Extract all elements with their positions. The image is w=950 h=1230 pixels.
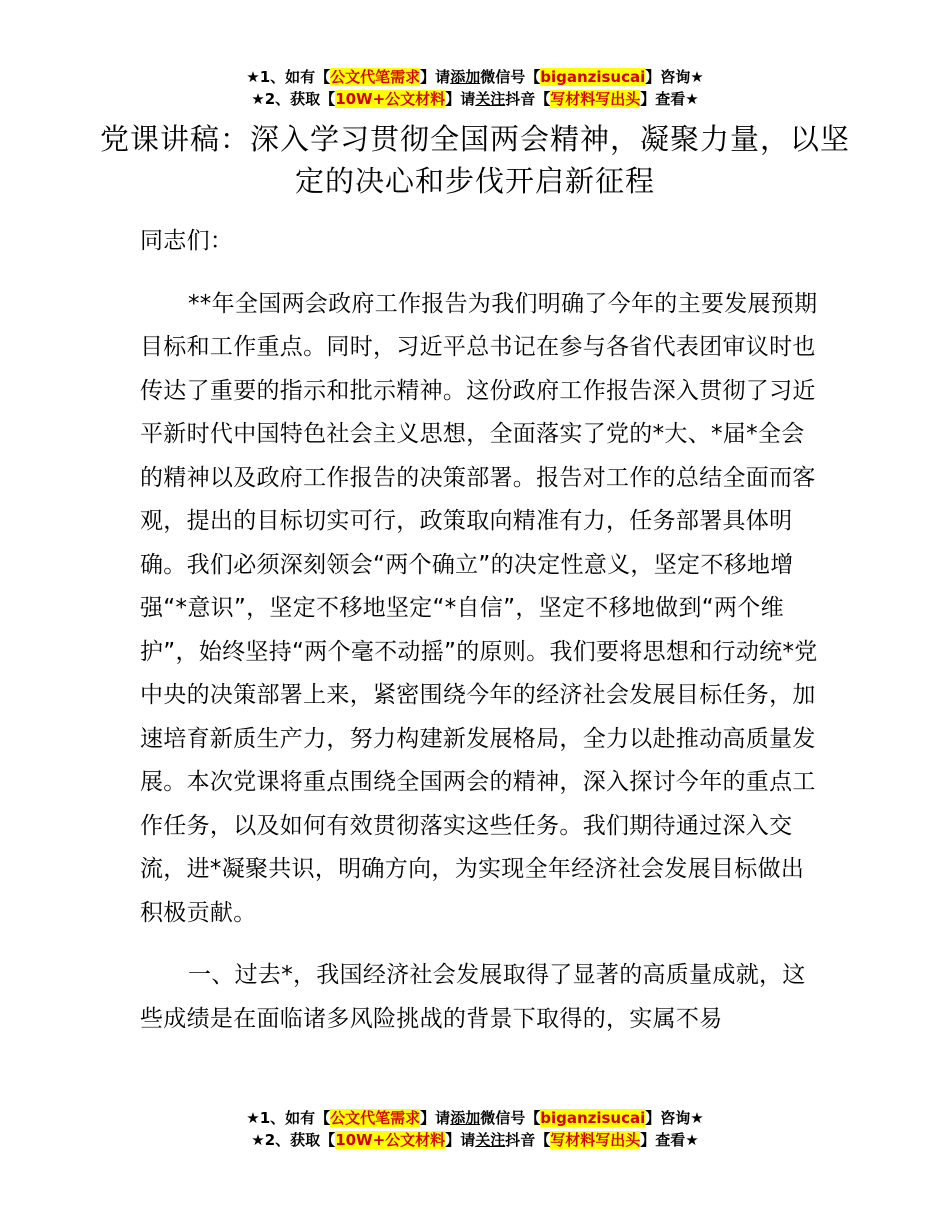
promo-line-2 xyxy=(0,88,950,110)
promo-underlined-text: 关注 xyxy=(475,90,506,108)
document-title: 党课讲稿：深入学习贯彻全国两会精神，凝聚力量，以坚定的决心和步伐开启新征程 xyxy=(100,122,851,198)
promo-text: 微信号【 xyxy=(480,68,541,86)
promo-text: ★1、如有【 xyxy=(246,1109,331,1127)
promo-text: 】查看★ xyxy=(640,1131,699,1149)
promo-text: ★2、获取【 xyxy=(251,1131,336,1149)
promo-highlight: 10W+公文材料 xyxy=(335,1131,446,1149)
promo-text: 抖音【 xyxy=(505,90,551,108)
promo-text: ★1、如有【 xyxy=(246,68,331,86)
promo-highlight: biganzisucai xyxy=(540,68,646,86)
promo-text: ★2、获取【 xyxy=(251,90,336,108)
bottom-promo-banner xyxy=(0,1107,950,1151)
promo-text: 】查看★ xyxy=(640,90,699,108)
promo-text: 微信号【 xyxy=(480,1109,541,1127)
promo-highlight: 10W+公文材料 xyxy=(335,90,446,108)
promo-text: 】请 xyxy=(420,1109,451,1127)
promo-text: 】咨询★ xyxy=(645,68,704,86)
promo-highlight: 公文代笔需求 xyxy=(330,1109,421,1127)
salutation: 同志们： xyxy=(140,228,234,254)
promo-underlined-text: 关注 xyxy=(475,1131,506,1149)
promo-highlight: biganzisucai xyxy=(540,1109,646,1127)
document-body xyxy=(140,220,820,1041)
promo-text: 】请 xyxy=(445,90,476,108)
promo-line-2 xyxy=(0,1129,950,1151)
promo-underlined-text: 添加 xyxy=(450,1109,481,1127)
body-paragraph: **年全国两会政府工作报告为我们明确了今年的主要发展预期目标和工作重点。同时，习近平总书记在参与各省代表团审议时也传达了重要的指示和批示精神。这份政府工作报告深入贯彻了习近平新时代中国特色社会主义思想，全面落实了党的*大、*届*全会的精神以及政府工作报告的决策部署。报告对工作的总结全面而客观，提出的目标切实可行，政策取向精准有力，任务部署具体明确。我们必须深刻领会“两个确立”的决定性意义，坚定不移地增强“*意识”，坚定不移地坚定“*自信”，坚定不移地做到“两个维护”，始终坚持“两个毫不动摇”的原则。我们要将思想和行动统*党中央的决策部署上来，紧密围绕今年的经济社会发展目标任务，加速培育新质生产力，努力构建新发展格局，全力以赴推动高质量发展。本次党课将重点围绕全国两会的精神，深入探讨今年的重点工作任务，以及如何有效贯彻落实这些任务。我们期待通过深入交流，进*凝聚共识，明确方向，为实现全年经济社会发展目标做出积极贡献。 xyxy=(140,290,818,926)
promo-line-1 xyxy=(0,66,950,88)
top-promo-banner xyxy=(0,66,950,110)
promo-text: 】请 xyxy=(420,68,451,86)
promo-text: 抖音【 xyxy=(505,1131,551,1149)
promo-text: 】咨询★ xyxy=(645,1109,704,1127)
promo-line-1 xyxy=(0,1107,950,1129)
promo-highlight: 公文代笔需求 xyxy=(330,68,421,86)
body-paragraph: 一、过去*，我国经济社会发展取得了显著的高质量成就，这些成绩是在面临诸多风险挑战的背景下取得的，实属不易 xyxy=(140,962,806,1032)
promo-underlined-text: 添加 xyxy=(450,68,481,86)
promo-text: 】请 xyxy=(445,1131,476,1149)
promo-highlight: 写材料写出头 xyxy=(550,1131,641,1149)
promo-highlight: 写材料写出头 xyxy=(550,90,641,108)
